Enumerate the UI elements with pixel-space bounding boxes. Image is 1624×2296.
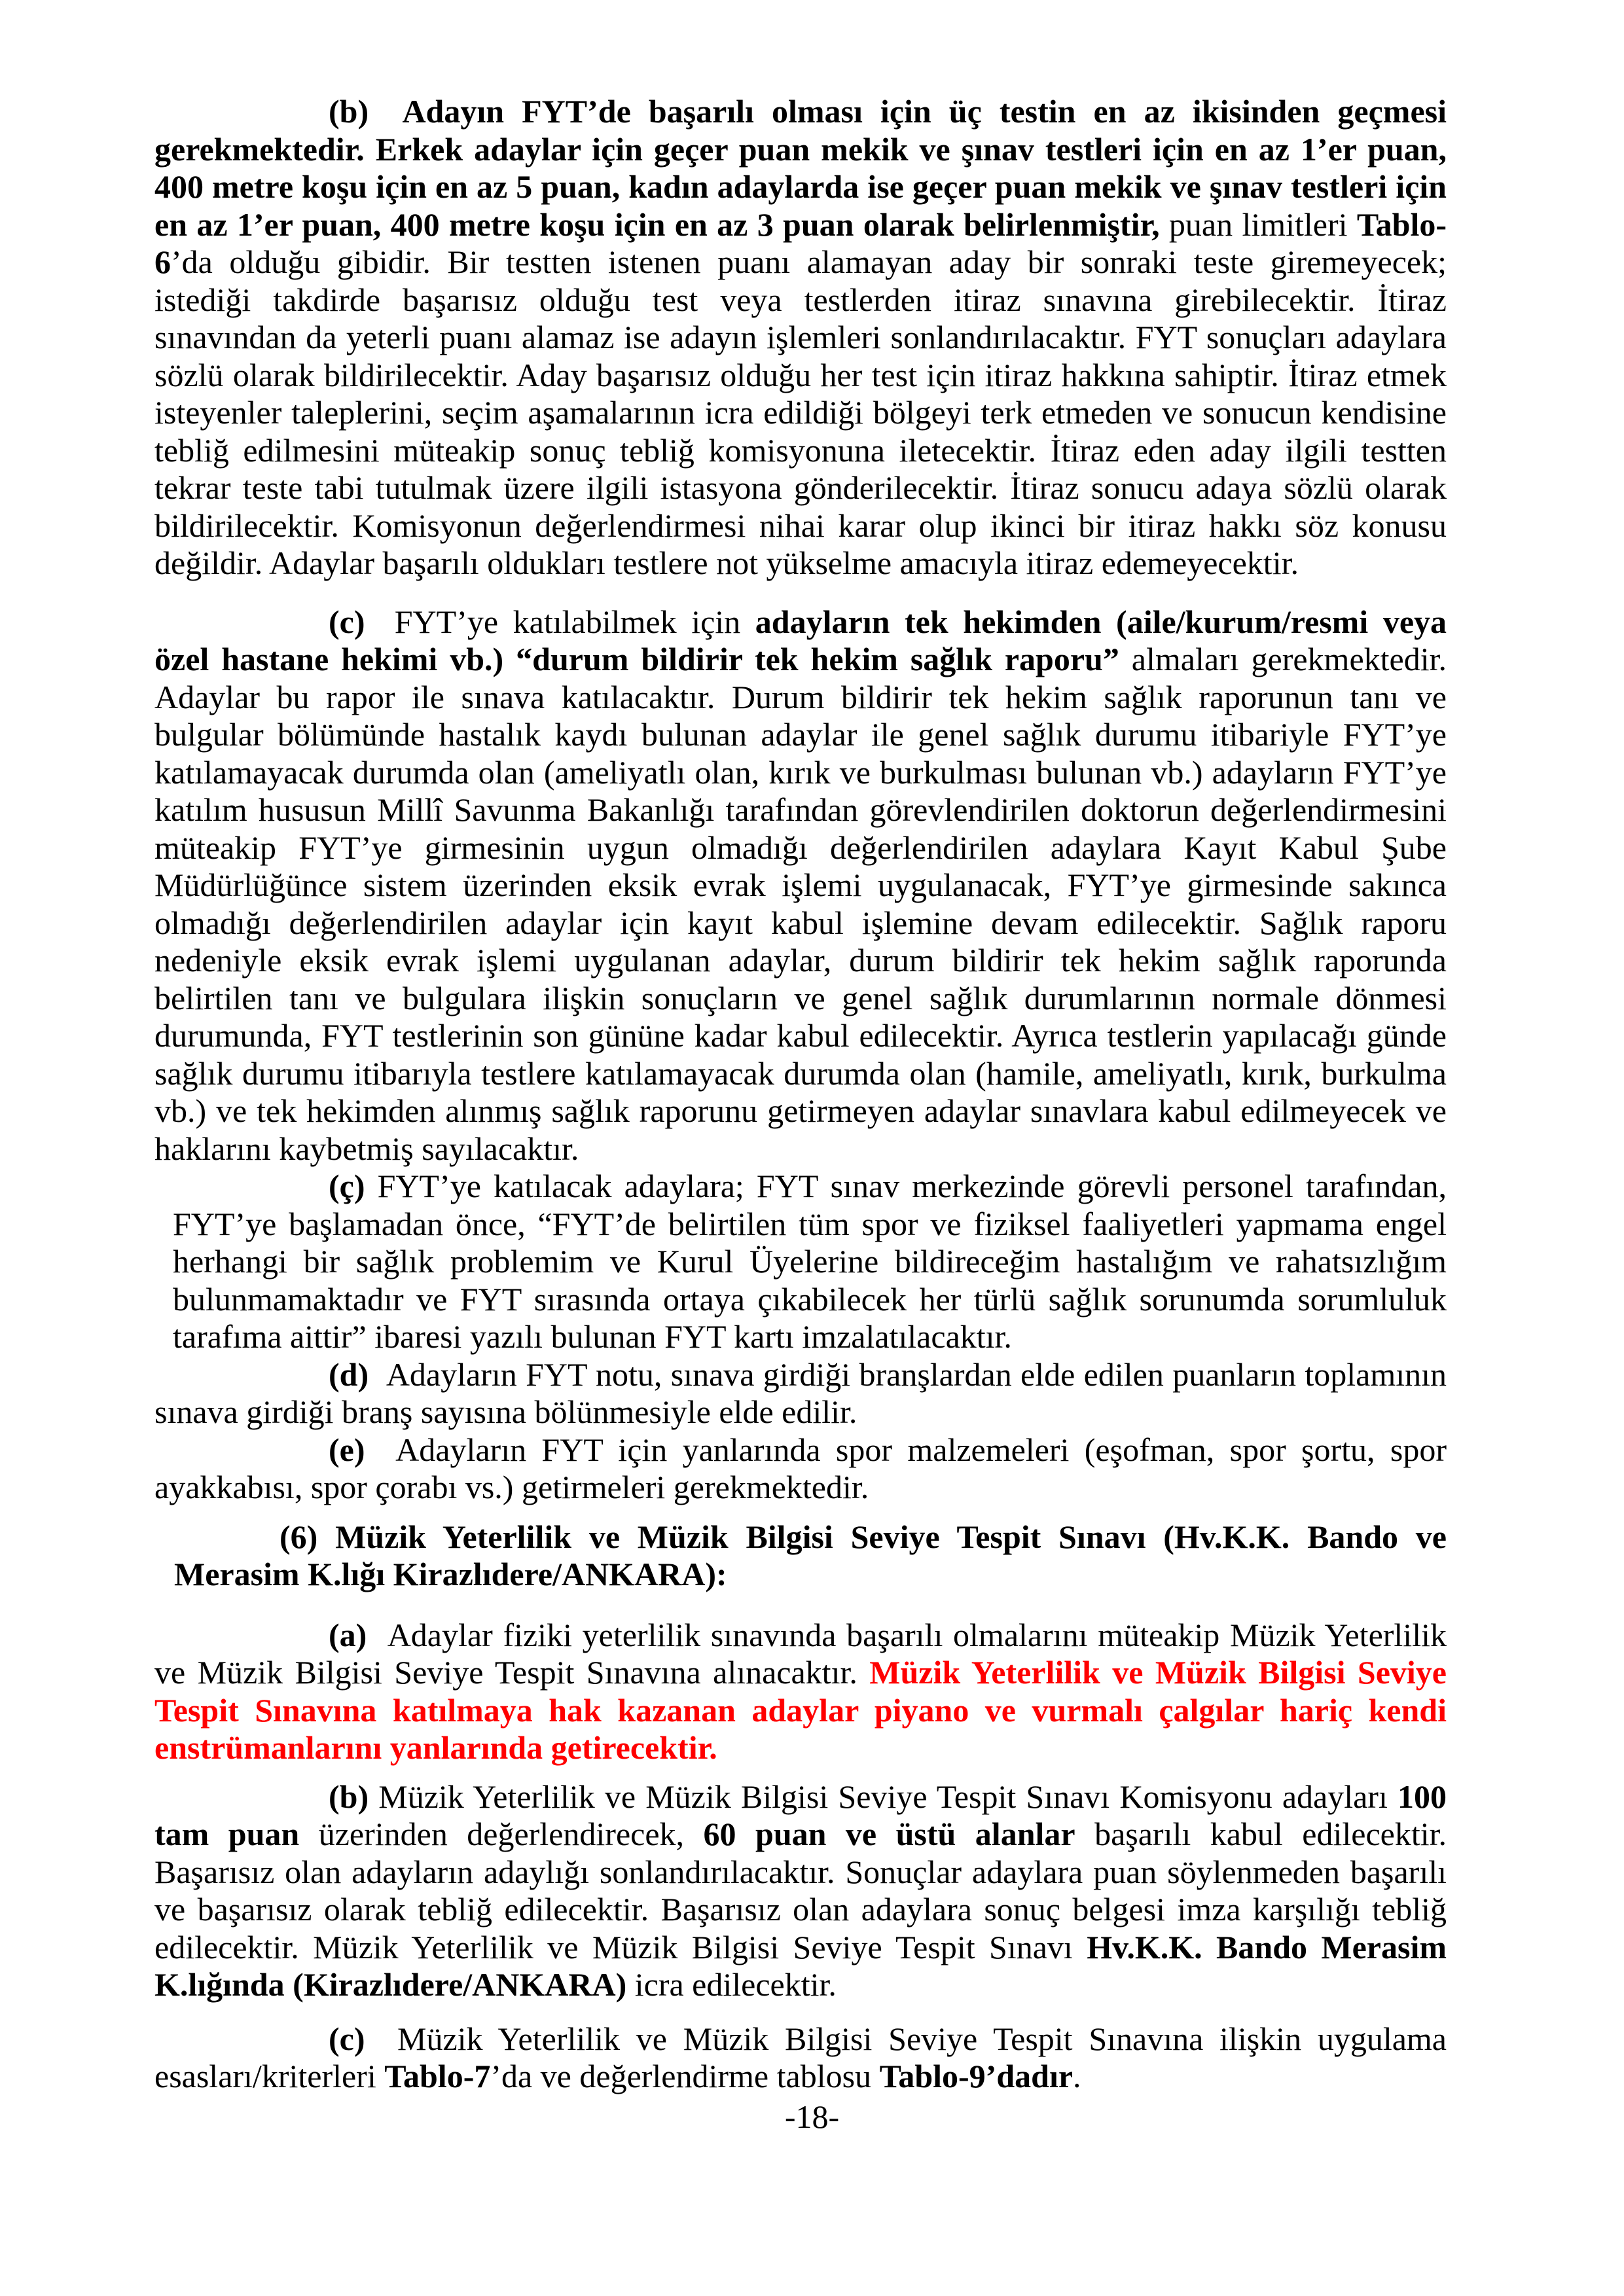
text-segment: Tablo-6 [154,206,1447,280]
text-segment: 100 tam puan [154,1778,1447,1852]
text-segment: (b) Adayın FYT’de başarılı olması için üç testin en az ikisinden geçmesi gerekmektedir. Erkek adaylar için geçer puan mekik ve şınav testleri için en az 1’er puan, 400 metre koşu için en az 5 puan, kadın adaylarda ise geçer puan mekik ve şınav testleri için en az 1’er puan, 400 metre koşu için en az 3 puan olarak belirlenmiştir, [154,93,1447,243]
paragraph-fyt-c [154,603,1447,1168]
text-segment: (6) Müzik Yeterlilik ve Müzik Bilgisi Seviye Tespit Sınavı (Hv.K.K. Bando ve Merasim K.lığı Kirazlıdere/ANKARA): [174,1518,1447,1592]
paragraph-fyt-e [154,1431,1447,1507]
text-segment: ’da olduğu gibidir. Bir testten istenen puanı alamayan aday bir sonraki teste giremeyecek; istediği takdirde başarısız olduğu test veya testlerden itiraz sınavına girebilecektir. İtiraz sınavından da yeterli puanı alamaz ise adayın işlemleri sonlandırılacaktır. FYT sonuçları adaylara sözlü olarak bildirilecektir. Aday başarısız olduğu her test için itiraz hakkına sahiptir. İtiraz etmek isteyenler taleplerini, seçim aşamalarının icra edildiği bölgeyi terk etmeden ve sonucun kendisine tebliğ edilmesini müteakip sonuç tebliğ komisyonuna iletecektir. İtiraz eden aday ilgili testten tekrar teste tabi tutulmak üzere ilgili istasyona gönderilecektir. İtiraz sonucu adaya sözlü olarak bildirilecektir. Komisyonun değerlendirmesi nihai karar olup ikinci bir itiraz hakkı söz konusu değildir. Adaylar başarılı oldukları testlere not yükselme amacıyla itiraz edemeyecektir. [154,243,1447,581]
text-segment: başarılı kabul edilecektir. Başarısız olan adayların adaylığı sonlandırılacaktır. Sonuçlar adaylara puan söylenmeden başarılı ve başarısız olarak tebliğ edilecektir. Başarısız olan adaylara sonuç belgesi imza karşılığı tebliğ edilecektir. Müzik Yeterlilik ve Müzik Bilgisi Seviye Tespit Sınavı [154,1816,1447,1965]
text-segment: Müzik Yeterlilik ve Müzik Bilgisi Seviye Tespit Sınavına katılmaya hak kazanan adaylar piyano ve vurmalı çalgılar hariç kendi enstrümanlarını yanlarında getirecektir. [154,1654,1447,1766]
text-segment: . [1073,2058,1081,2094]
text-segment: puan limitleri [1159,206,1357,243]
text-segment: (ç) [329,1168,378,1204]
text-segment: Adaylar fiziki yeterlilik sınavında başarılı olmalarını müteakip Müzik Yeterlilik ve Müzik Bilgisi Seviye Tespit Sınavına alınacaktır. [154,1616,1447,1691]
text-segment: adayların tek hekimden (aile/kurum/resmi veya özel hastane hekimi vb.) “durum bildirir tek hekim sağlık raporu” [154,603,1447,677]
text-segment: almaları gerekmektedir. Adaylar bu rapor ile sınava katılacaktır. Durum bildirir tek hekim sağlık raporunun tanı ve bulgular bölümünde hastalık kaydı bulunan adaylar ile genel sağlık durumu itibariyle FYT’ye katılamayacak durumda olan (ameliyatlı olan, kırık ve burkulması bulunan vb.) adayların FYT’ye katılım hususun Millî Savunma Bakanlığı tarafından görevlendirilen doktorun değerlendirmesini müteakip FYT’ye girmesinin uygun olmadığı değerlendirilen adaylara Kayıt Kabul Şube Müdürlüğünce sistem üzerinden eksik evrak işlemi uygulanacak, FYT’ye girmesinde sakınca olmadığı değerlendirilen adaylar için kayıt kabul işlemine devam edilecektir. Sağlık raporu nedeniyle eksik evrak işlemi uygulanan adaylar, durum bildirir tek hekim sağlık raporunda belirtilen tanı ve bulgulara ilişkin sonuçların ve genel sağlık durumlarının normale dönmesi durumunda, FYT testlerinin son gününe kadar kabul edilecektir. Ayrıca testlerin yapılacağı günde sağlık durumu itibarıyla testlere katılamayacak durumda olan (hamile, ameliyatlı, kırık, burkulma vb.) ve tek hekimden alınmış sağlık raporunu getirmeyen adaylar sınavlara kabul edilmeyecek ve haklarını kaybetmiş sayılacaktır. [154,641,1447,1167]
text-segment: (a) [329,1616,388,1653]
paragraph-muzik-a [154,1617,1447,1767]
text-segment: (c) [329,2020,397,2057]
text-segment: Tablo-9’dadır [879,2058,1074,2094]
text-segment: (d) [329,1355,386,1393]
paragraph-fyt-d [154,1356,1447,1431]
text-segment: Adayların FYT için yanlarında spor malzemeleri (eşofman, spor şortu, spor ayakkabısı, spor çorabı vs.) getirmeleri gerekmektedir. [154,1431,1447,1505]
text-segment: (b) [329,1778,379,1815]
text-segment: icra edilecektir. [626,1966,837,2003]
text-segment: Müzik Yeterlilik ve Müzik Bilgisi Seviye Tespit Sınavı Komisyonu adayları [378,1778,1398,1815]
text-segment: Müzik Yeterlilik ve Müzik Bilgisi Seviye Tespit Sınavına ilişkin uygulama esasları/kriterleri [154,2020,1447,2094]
text-segment: Tablo-7 [384,2058,491,2094]
text-segment: FYT’ye katılacak adaylara; FYT sınav merkezinde görevli personel tarafından, FYT’ye başlamadan önce, “FYT’de belirtilen tüm spor ve fiziksel faaliyetleri yapmama engel herhangi bir sağlık problemim ve Kurul Üyelerine bildireceğim hastalığım ve rahatsızlığım bulunmamaktadır ve FYT sırasında ortaya çıkabilecek her türlü sağlık sorunumda sorumluluk tarafıma aittir” ibaresi yazılı bulunan FYT kartı imzalatılacaktır. [173,1168,1447,1355]
text-segment: ’da ve değerlendirme tablosu [490,2058,880,2094]
text-segment: FYT’ye katılabilmek için [394,603,755,640]
page-number: -18- [784,2098,840,2135]
text-segment: (e) [329,1431,396,1468]
text-segment: Hv.K.K. Bando Merasim K.lığında (Kirazlıdere/ANKARA) [154,1928,1447,2003]
text-segment: üzerinden değerlendirecek, [299,1816,704,1852]
paragraph-muzik-c [154,2020,1447,2096]
text-segment: Adayların FYT notu, sınava girdiği branşlardan elde edilen puanların toplamının sınava girdiği branş sayısına bölünmesiyle elde edilir. [154,1355,1447,1430]
paragraph-heading6 [174,1518,1447,1594]
document-body [154,93,1447,2096]
paragraph-fyt-cc [173,1168,1447,1356]
paragraph-fyt-b [154,93,1447,583]
paragraph-muzik-b [154,1778,1447,2004]
text-segment: 60 puan ve üstü alanlar [703,1816,1075,1852]
text-segment: (c) [329,603,395,640]
